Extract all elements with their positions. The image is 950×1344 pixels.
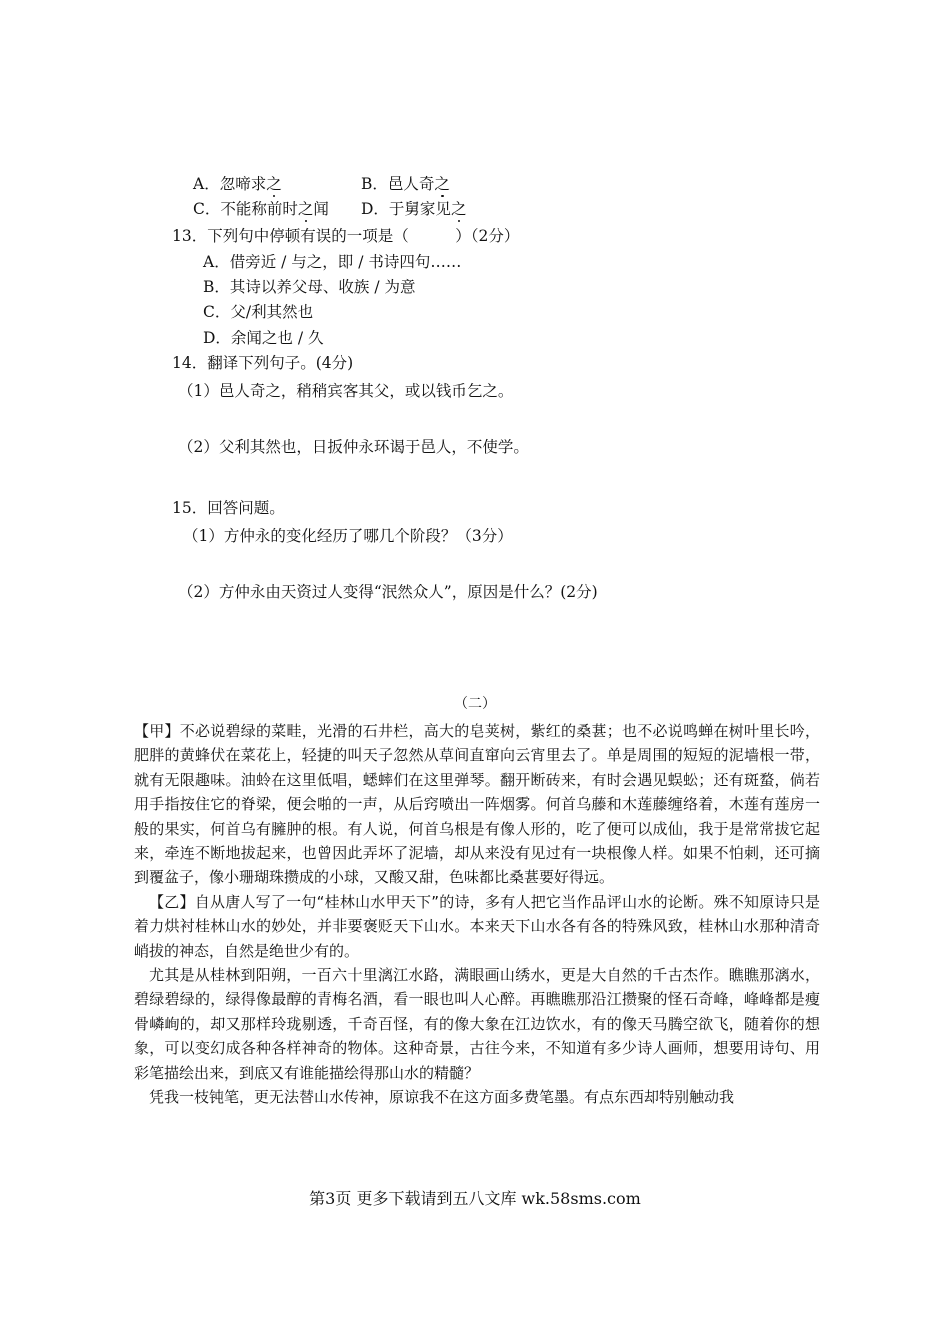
q15-item-1: （1）方仲永的变化经历了哪几个阶段？（3分） (183, 527, 513, 545)
paragraph-yi: 【乙】自从唐人写了一句“桂林山水甲天下”的诗，多有人把它当作品评山水的论断。殊不知原诗只是着力烘衬桂林山水的妙处，并非要褒贬天下山水。本来天下山水各有各的特殊风致，桂林山水那种清奇峭拔的神态，自然是绝世少有的。 (134, 892, 820, 960)
q13-option-a: A．借旁近 / 与之，即 / 书诗四句…… (203, 253, 462, 271)
q13-option-c: C．父/利其然也 (203, 303, 314, 321)
paragraph-3: 尤其是从桂林到阳朔，一百六十里漓江水路，满眼画山绣水，更是大自然的千古杰作。瞧瞧那漓水，碧绿碧绿的，绿得像最醇的青梅名酒，看一眼也叫人心醉。再瞧瞧那沿江攒聚的怪石奇峰，峰峰都是瘦骨嶙峋的，却又那样玲珑剔透，千奇百怪，有的像大象在江边饮水，有的像天马腾空欲飞，随着你的想象，可以变幻成各种各样神奇的物体。这种奇景，古往今来，不知道有多少诗人画师，想要用诗句、用彩笔描绘出来，到底又有谁能描绘得那山水的精髓？ (134, 966, 820, 1082)
emphasis-dot-char: 之 (434, 175, 450, 193)
section-title: （二） (454, 696, 496, 712)
q12-option-c: C．不能称前时之闻 (193, 200, 329, 218)
q13-option-b: B．其诗以养父母、收族 / 为意 (203, 278, 416, 296)
paragraph-4: 凭我一枝钝笔，更无法替山水传神，原谅我不在这方面多费笔墨。有点东西却特别触动我 (149, 1088, 735, 1107)
q14-item-1: （1）邑人奇之，稍稍宾客其父，或以钱币乞之。 (178, 382, 514, 400)
q15-stem: 15．回答问题。 (172, 499, 285, 517)
q12-option-b: B．邑人奇之 (361, 175, 450, 193)
paragraph-jia: 【甲】不必说碧绿的菜畦，光滑的石井栏，高大的皂荚树，紫红的桑葚；也不必说鸣蝉在树叶里长吟，肥胖的黄蜂伏在菜花上，轻捷的叫天子忽然从草间直窜向云宵里去了。单是周围的短短的泥墙根一带，就有无限趣味。油蛉在这里低唱，蟋蟀们在这里弹琴。翻开断砖来，有时会遇见蜈蚣；还有斑蝥，倘若用手指按住它的脊梁，便会啪的一声，从后窍喷出一阵烟雾。何首乌藤和木莲藤缠络着，木莲有莲房一般的果实，何首乌有臃肿的根。有人说，何首乌根是有像人形的，吃了便可以成仙，我于是常常拔它起来，牵连不断地拔起来，也曾因此弄坏了泥墙，却从来没有见过有一块根像人样。如果不怕刺，还可摘到覆盆子，像小珊瑚珠攒成的小球，又酸又甜，色味都比桑葚要好得远。 (134, 722, 820, 887)
q13-option-d: D．余闻之也 / 久 (203, 329, 324, 347)
emphasis-dot-char: 之 (297, 200, 314, 218)
q12-option-a: A．忽啼求之 (193, 175, 282, 193)
q14-item-2: （2）父利其然也，日扳仲永环谒于邑人，不使学。 (178, 438, 529, 456)
q14-stem: 14．翻译下列句子。(4分) (172, 354, 354, 372)
emphasis-dot-char: 之 (266, 175, 282, 193)
q15-item-2: （2）方仲永由天资过人变得“泯然众人”，原因是什么？(2分) (178, 583, 598, 601)
page-footer: 第3页 更多下载请到五八文库 wk.58sms.com (309, 1189, 641, 1208)
q13-stem: 13．下列句中停顿有误的一项是（ ）（2分） (172, 227, 520, 245)
emphasis-dot-char: 之 (450, 200, 467, 218)
q12-option-d: D．于舅家见之 (361, 200, 467, 218)
reading-passage (134, 719, 820, 1110)
